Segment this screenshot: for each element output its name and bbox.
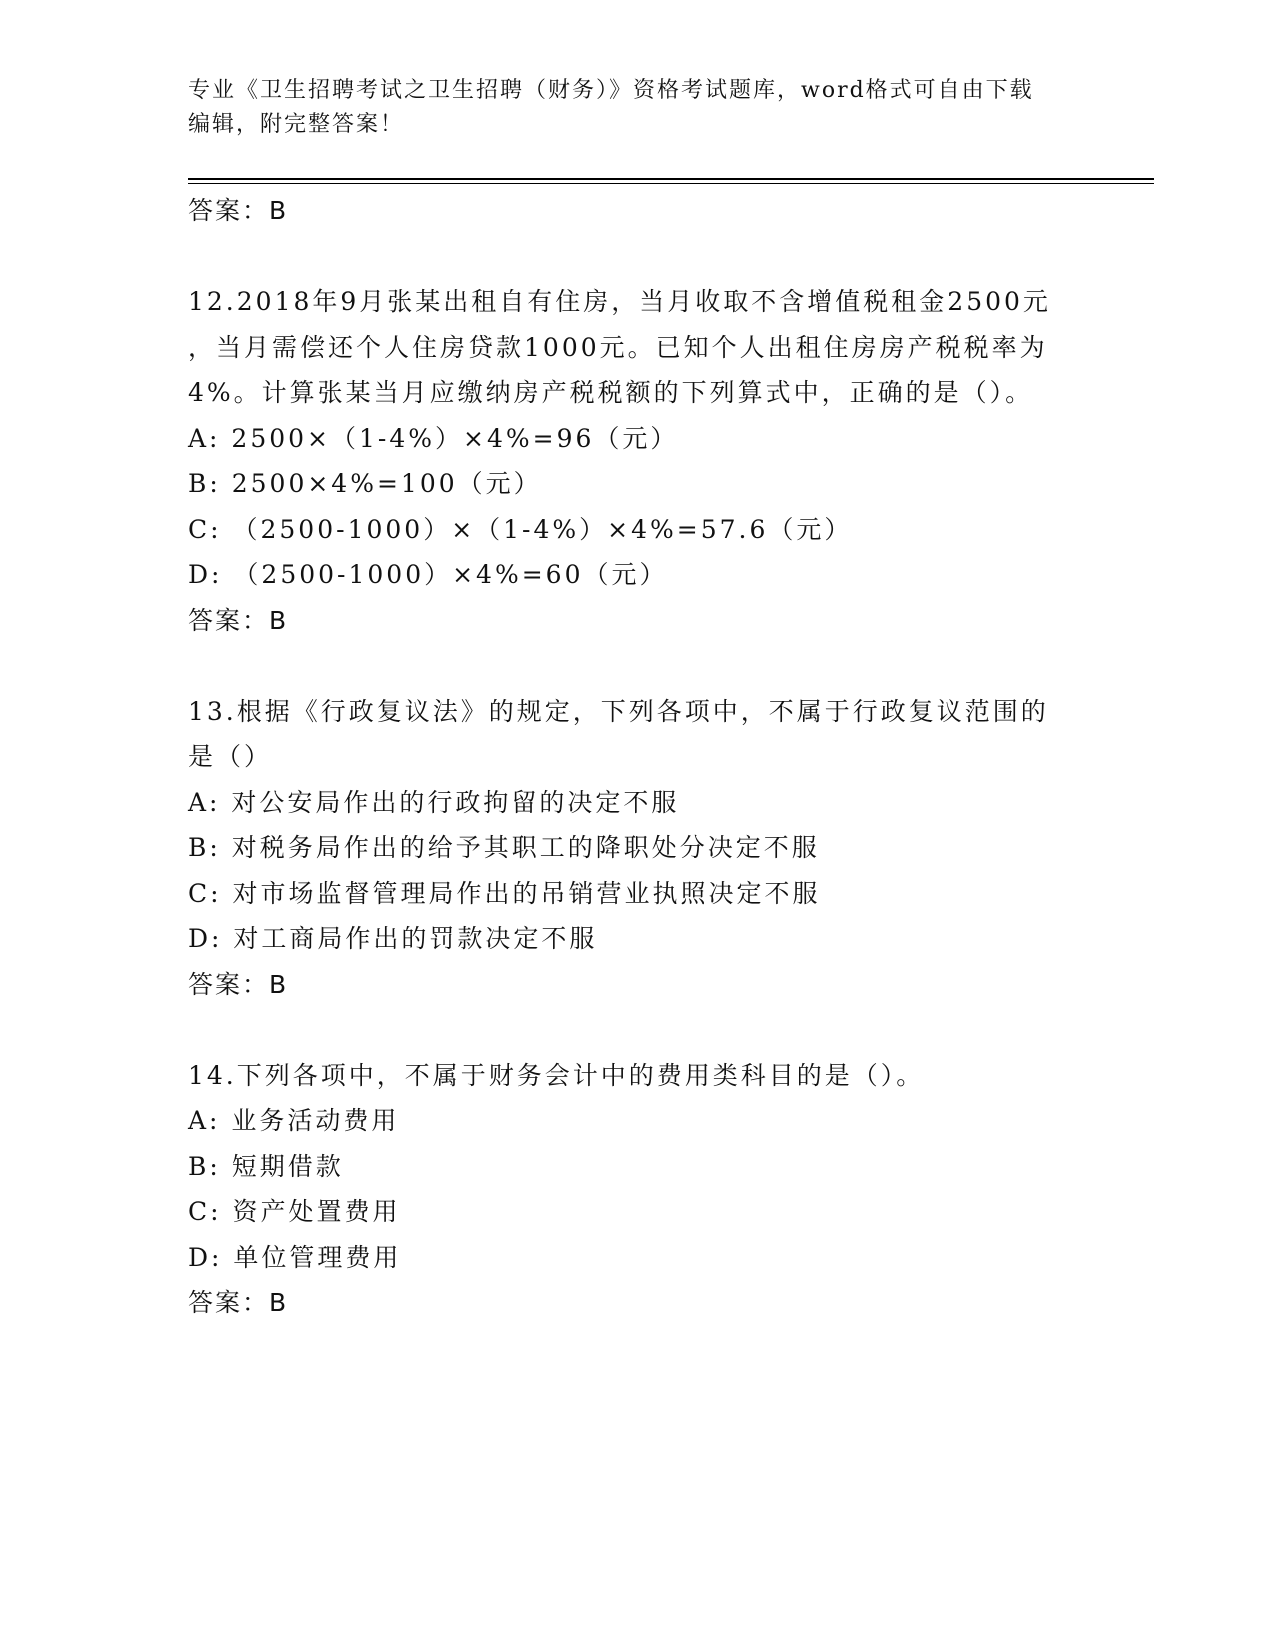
option-d: D: 单位管理费用 [188, 1242, 402, 1272]
answer-line: 答案：B [188, 605, 289, 635]
question-text: ，当月需偿还个人住房贷款1000元。已知个人出租住房房产税税率为 [188, 332, 1048, 362]
header-line: 编辑，附完整答案！ [188, 112, 405, 137]
option-c: C: 对市场监督管理局作出的吊销营业执照决定不服 [188, 878, 821, 908]
answer-line: 答案：B [188, 196, 289, 225]
question-text: 是（） [188, 742, 273, 771]
header-line: 专业《卫生招聘考试之卫生招聘（财务）》资格考试题库，word格式可自由下载 [188, 78, 1034, 103]
option-a: A: 业务活动费用 [188, 1106, 400, 1135]
question-text: 13.根据《行政复议法》的规定，下列各项中，不属于行政复议范围的 [188, 696, 1049, 726]
option-a: A: 对公安局作出的行政拘留的决定不服 [188, 787, 680, 817]
answer-line: 答案：B [188, 969, 289, 999]
question-text: 4%。计算张某当月应缴纳房产税税额的下列算式中，正确的是（）。 [188, 378, 1034, 407]
option-d: D: （2500-1000）×4%=60（元） [188, 560, 668, 589]
spacer [188, 1007, 1088, 1053]
option-c: C: 资产处置费用 [188, 1197, 401, 1226]
option-b: B: 短期借款 [188, 1151, 344, 1181]
answer-line: 答案：B [188, 1288, 289, 1317]
question-list [188, 188, 1088, 1326]
page-header [188, 74, 1088, 142]
option-b: B: 2500×4%=100（元） [188, 469, 542, 498]
header-divider-thin [188, 183, 1154, 184]
spacer [188, 643, 1088, 689]
spacer [188, 234, 1088, 280]
header-divider [188, 178, 1154, 180]
option-d: D: 对工商局作出的罚款决定不服 [188, 924, 598, 953]
question-12 [188, 279, 1088, 643]
question-text: 12.2018年9月张某出租自有住房，当月收取不含增值税租金2500元 [188, 287, 1051, 316]
option-b: B: 对税务局作出的给予其职工的降职处分决定不服 [188, 833, 820, 862]
option-c: C: （2500-1000）×（1-4%）×4%=57.6（元） [188, 514, 853, 544]
option-a: A: 2500×（1-4%）×4%=96（元） [188, 423, 679, 453]
question-14 [188, 1053, 1088, 1326]
question-13 [188, 689, 1088, 1008]
question-text: 14.下列各项中，不属于财务会计中的费用类科目的是（）。 [188, 1060, 925, 1090]
